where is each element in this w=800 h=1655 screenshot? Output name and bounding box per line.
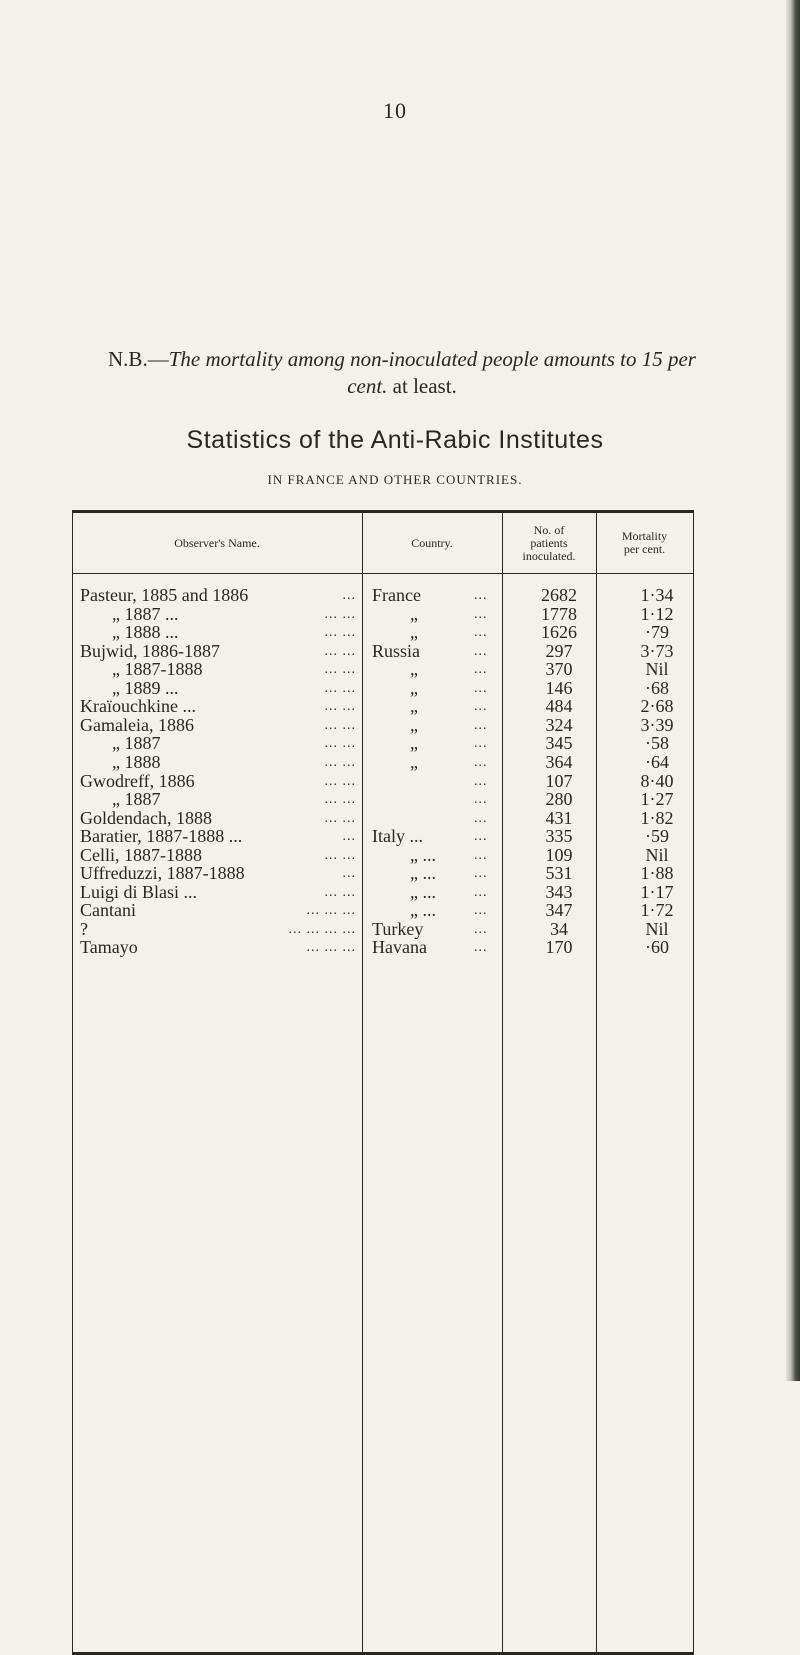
mortality-per-cent: 8·40 bbox=[640, 770, 674, 791]
mortality-per-cent: ·68 bbox=[645, 677, 669, 698]
patients-inoculated: 146 bbox=[545, 677, 573, 698]
country: „ ... bbox=[410, 863, 436, 884]
observer-name: Cantani bbox=[80, 900, 136, 921]
table-row bbox=[72, 697, 694, 716]
name-leader-dots: ... ... bbox=[324, 699, 356, 715]
name-leader-dots: ... bbox=[342, 829, 356, 845]
observer-name: „ 1887 ... bbox=[112, 603, 179, 624]
header-patients bbox=[502, 513, 596, 573]
patients-inoculated: 431 bbox=[545, 807, 573, 828]
name-leader-dots: ... bbox=[342, 588, 356, 603]
mortality-per-cent: Nil bbox=[645, 918, 669, 939]
header-patients-line2: patients bbox=[530, 535, 568, 550]
patients-inoculated: 531 bbox=[545, 863, 573, 884]
observer-name: Gwodreff, 1886 bbox=[80, 770, 195, 791]
table-row bbox=[72, 679, 694, 698]
country: „ bbox=[410, 733, 418, 754]
country: Russia bbox=[372, 640, 421, 661]
patients-inoculated: 280 bbox=[545, 789, 573, 810]
country: „ ... bbox=[410, 900, 436, 921]
observer-name: Kraïouchkine ... bbox=[80, 696, 196, 717]
country: „ bbox=[410, 603, 418, 624]
country: Turkey bbox=[372, 918, 424, 939]
mortality-per-cent: 3·73 bbox=[640, 640, 674, 661]
observer-name: „ 1888 bbox=[112, 751, 161, 772]
mortality-per-cent: ·58 bbox=[645, 733, 669, 754]
observer-name: Uffreduzzi, 1887-1888 bbox=[80, 863, 245, 884]
patients-inoculated: 297 bbox=[545, 640, 573, 661]
country-leader-dots: ... bbox=[474, 884, 488, 900]
country-leader-dots: ... bbox=[474, 847, 488, 863]
patients-inoculated: 109 bbox=[545, 844, 573, 865]
mortality-per-cent: 1·88 bbox=[640, 863, 674, 884]
country: „ bbox=[410, 751, 418, 772]
page-edge bbox=[786, 0, 800, 1381]
country: „ ... bbox=[410, 881, 436, 902]
table-header-rule bbox=[72, 573, 694, 574]
country-leader-dots: ... bbox=[474, 643, 488, 659]
note-prefix: N.B.— bbox=[108, 347, 169, 371]
country-leader-dots: ... bbox=[474, 754, 488, 770]
patients-inoculated: 345 bbox=[545, 733, 573, 754]
country-leader-dots: ... bbox=[474, 736, 488, 752]
observer-name: „ 1887 bbox=[112, 789, 161, 810]
patients-inoculated: 2682 bbox=[541, 585, 577, 605]
name-leader-dots: ... ... bbox=[324, 754, 356, 770]
country: Italy ... bbox=[372, 826, 423, 847]
note-italic-text: The mortality among non-inoculated people amounts to 15 per bbox=[168, 347, 696, 371]
country: Havana bbox=[372, 937, 427, 958]
mortality-per-cent: 1·82 bbox=[640, 807, 674, 828]
mortality-per-cent: 1·12 bbox=[640, 603, 674, 624]
country-leader-dots: ... bbox=[474, 866, 488, 882]
mortality-per-cent: Nil bbox=[645, 844, 669, 865]
country-leader-dots: ... bbox=[474, 625, 488, 641]
page-number: 10 bbox=[383, 98, 407, 123]
observer-name: „ 1887 bbox=[112, 733, 161, 754]
note bbox=[62, 346, 742, 400]
note-line2-italic: cent. bbox=[347, 374, 388, 398]
country-leader-dots: ... bbox=[474, 810, 488, 826]
mortality-per-cent: 1·72 bbox=[640, 900, 674, 921]
table-row bbox=[72, 901, 694, 920]
patients-inoculated: 107 bbox=[545, 770, 573, 791]
header-patients-line1: No. of bbox=[533, 522, 565, 537]
name-leader-dots: ... ... bbox=[324, 847, 356, 863]
patients-inoculated: 1626 bbox=[541, 622, 577, 643]
header-mortality-line2: per cent. bbox=[623, 542, 666, 556]
table-row bbox=[72, 623, 694, 642]
observer-name: „ 1887-1888 bbox=[112, 659, 203, 680]
observer-name: Goldendach, 1888 bbox=[80, 807, 212, 828]
country-leader-dots: ... bbox=[474, 717, 488, 733]
country-leader-dots: ... bbox=[474, 662, 488, 678]
observer-name: Tamayo bbox=[80, 937, 138, 958]
table-row bbox=[72, 920, 694, 939]
country-leader-dots: ... bbox=[474, 680, 488, 696]
table-row bbox=[72, 734, 694, 753]
country: „ bbox=[410, 677, 418, 698]
country: „ bbox=[410, 622, 418, 643]
country-leader-dots: ... bbox=[474, 829, 488, 845]
patients-inoculated: 343 bbox=[545, 881, 573, 902]
observer-name: Luigi di Blasi ... bbox=[80, 881, 197, 902]
table-row bbox=[72, 883, 694, 902]
patients-inoculated: 484 bbox=[545, 696, 573, 717]
name-leader-dots: ... ... bbox=[324, 810, 356, 826]
name-leader-dots: ... ... bbox=[324, 625, 356, 641]
table-row bbox=[72, 864, 694, 883]
observer-name: Pasteur, 1885 and 1886 bbox=[80, 585, 249, 605]
page-subtitle: IN FRANCE AND OTHER COUNTRIES. bbox=[267, 472, 523, 487]
patients-inoculated: 364 bbox=[545, 751, 573, 772]
country: „ bbox=[410, 714, 418, 735]
patients-inoculated: 370 bbox=[545, 659, 573, 680]
observer-name: Celli, 1887-1888 bbox=[80, 844, 202, 865]
mortality-per-cent: ·79 bbox=[645, 622, 669, 643]
table-row bbox=[72, 772, 694, 791]
country-leader-dots: ... bbox=[474, 588, 488, 603]
country: France bbox=[372, 585, 421, 605]
name-leader-dots: ... ... bbox=[324, 662, 356, 678]
header-mortality-line1: Mortality bbox=[621, 529, 668, 543]
mortality-per-cent: ·64 bbox=[645, 751, 669, 772]
country: „ bbox=[410, 696, 418, 717]
observer-name: „ 1889 ... bbox=[112, 677, 179, 698]
name-leader-dots: ... ... bbox=[324, 680, 356, 696]
table-row bbox=[72, 660, 694, 679]
table-row bbox=[72, 938, 694, 957]
patients-inoculated: 335 bbox=[545, 826, 573, 847]
mortality-per-cent: 1·27 bbox=[640, 789, 674, 810]
country-leader-dots: ... bbox=[474, 940, 488, 956]
country-leader-dots: ... bbox=[474, 921, 488, 937]
mortality-per-cent: ·59 bbox=[645, 826, 669, 847]
table-row bbox=[72, 827, 694, 846]
header-mortality bbox=[596, 513, 693, 573]
country-leader-dots: ... bbox=[474, 699, 488, 715]
name-leader-dots: ... ... bbox=[324, 773, 356, 789]
observer-name: Baratier, 1887-1888 ... bbox=[80, 826, 243, 847]
observer-name: Bujwid, 1886-1887 bbox=[80, 640, 221, 661]
mortality-per-cent: 3·39 bbox=[640, 714, 674, 735]
patients-inoculated: 324 bbox=[545, 714, 573, 735]
table-row bbox=[72, 586, 694, 605]
table-row bbox=[72, 790, 694, 809]
mortality-per-cent: 1·34 bbox=[640, 585, 674, 605]
name-leader-dots: ... ... ... bbox=[306, 940, 356, 956]
name-leader-dots: ... ... ... bbox=[306, 903, 356, 919]
table-row bbox=[72, 753, 694, 772]
patients-inoculated: 1778 bbox=[541, 603, 577, 624]
statistics-table bbox=[72, 510, 694, 1650]
name-leader-dots: ... ... ... ... bbox=[288, 921, 356, 937]
mortality-per-cent: 2·68 bbox=[640, 696, 674, 717]
table-row bbox=[72, 716, 694, 735]
table-row bbox=[72, 809, 694, 828]
patients-inoculated: 347 bbox=[545, 900, 573, 921]
table-row bbox=[72, 605, 694, 624]
name-leader-dots: ... ... bbox=[324, 884, 356, 900]
country-leader-dots: ... bbox=[474, 773, 488, 789]
table-row bbox=[72, 846, 694, 865]
country: „ ... bbox=[410, 844, 436, 865]
mortality-per-cent: Nil bbox=[645, 659, 669, 680]
header-patients-line3: inoculated. bbox=[522, 548, 576, 563]
header-country: Country. bbox=[411, 535, 453, 550]
name-leader-dots: ... ... bbox=[324, 717, 356, 733]
name-leader-dots: ... bbox=[342, 866, 356, 882]
mortality-per-cent: ·60 bbox=[645, 937, 669, 958]
observer-name: Gamaleia, 1886 bbox=[80, 714, 194, 735]
country-leader-dots: ... bbox=[474, 792, 488, 808]
name-leader-dots: ... ... bbox=[324, 606, 356, 622]
observer-name: ? bbox=[80, 918, 88, 939]
country-leader-dots: ... bbox=[474, 903, 488, 919]
patients-inoculated: 170 bbox=[545, 937, 573, 958]
page-title: Statistics of the Anti-Rabic Institutes bbox=[186, 426, 604, 454]
name-leader-dots: ... ... bbox=[324, 792, 356, 808]
table-row bbox=[72, 642, 694, 661]
header-observer-name: Observer's Name. bbox=[174, 535, 260, 550]
patients-inoculated: 34 bbox=[550, 918, 568, 939]
name-leader-dots: ... ... bbox=[324, 643, 356, 659]
country: „ bbox=[410, 659, 418, 680]
observer-name: „ 1888 ... bbox=[112, 622, 179, 643]
name-leader-dots: ... ... bbox=[324, 736, 356, 752]
country-leader-dots: ... bbox=[474, 606, 488, 622]
note-line2-rest: at least. bbox=[387, 374, 457, 398]
mortality-per-cent: 1·17 bbox=[640, 881, 674, 902]
